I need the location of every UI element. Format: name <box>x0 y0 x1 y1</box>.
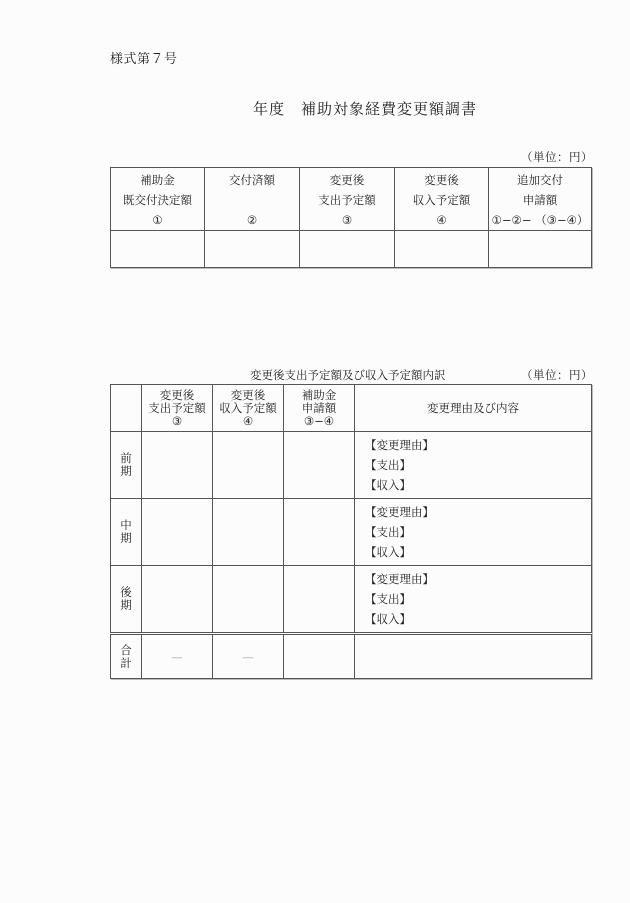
cell-planned-expense[interactable] <box>300 231 395 268</box>
cell-planned-income[interactable] <box>213 432 284 499</box>
cell-planned-expense[interactable] <box>142 499 213 566</box>
header-line: ③ <box>171 413 183 428</box>
period-label <box>111 566 142 634</box>
table-row-last-period <box>111 566 592 634</box>
cell-planned-expense[interactable] <box>142 432 213 499</box>
header-additional-request <box>489 168 592 231</box>
unit-label: （単位：円） <box>521 368 593 382</box>
header-line <box>205 190 299 210</box>
breakdown-caption: 変更後支出予定額及び収入予定額内訳 <box>250 368 446 382</box>
header-line: ④ <box>436 213 447 227</box>
header-planned-income <box>213 385 284 432</box>
header-line: 変更後 <box>159 387 195 402</box>
table-row-first-period <box>111 432 592 499</box>
header-subsidy-request <box>284 385 355 432</box>
expense-label: 【支出】 <box>365 458 411 472</box>
label-char: 前 <box>120 451 132 465</box>
cell-planned-income[interactable] <box>213 499 284 566</box>
reason-label: 【変更理由】 <box>365 438 434 452</box>
header-reason-content: 変更理由及び内容 <box>355 385 592 432</box>
header-line: 支出予定額 <box>318 193 376 207</box>
document-title: 年度 補助対象経費変更額調書 <box>253 100 478 118</box>
header-subsidy-decided <box>111 168 205 231</box>
cell-total-expense-dash: — <box>142 634 213 679</box>
header-period <box>111 385 142 432</box>
cell-total-income-dash: — <box>213 634 284 679</box>
header-line: ①−②− （③−④） <box>491 213 589 227</box>
header-line: 交付済額 <box>229 173 275 187</box>
header-line: ③−④ <box>303 413 335 428</box>
cell-reason[interactable] <box>355 566 592 634</box>
header-planned-income <box>395 168 489 231</box>
cell-subsidy-request[interactable] <box>284 499 355 566</box>
table-row-middle-period <box>111 499 592 566</box>
header-line: 支出予定額 <box>148 400 206 415</box>
label-char: 中 <box>120 518 132 532</box>
label-char: 計 <box>120 655 132 670</box>
table-row <box>111 231 592 268</box>
label-char: 後 <box>120 585 132 599</box>
label-char: 期 <box>120 531 132 545</box>
expense-label: 【支出】 <box>365 525 411 539</box>
unit-label: （単位：円） <box>521 150 593 164</box>
cell-planned-income[interactable] <box>213 566 284 634</box>
table-header-row <box>111 168 592 231</box>
cell-total-subsidy-request[interactable] <box>284 634 355 679</box>
header-line: 追加交付 <box>517 173 563 187</box>
cell-paid-amount[interactable] <box>205 231 300 268</box>
income-label: 【収入】 <box>365 545 411 559</box>
cell-additional-request[interactable] <box>489 231 592 268</box>
period-label <box>111 432 142 499</box>
income-label: 【収入】 <box>365 478 411 492</box>
cell-planned-income[interactable] <box>395 231 489 268</box>
header-line: 補助金 <box>140 173 175 187</box>
cell-planned-expense[interactable] <box>142 566 213 634</box>
expense-label: 【支出】 <box>365 592 411 606</box>
cell-subsidy-decided[interactable] <box>111 231 205 268</box>
label-char: 期 <box>120 598 132 612</box>
reason-label: 【変更理由】 <box>365 505 434 519</box>
cell-reason[interactable] <box>355 499 592 566</box>
header-planned-expense <box>300 168 395 231</box>
header-line: 変更後 <box>230 387 266 402</box>
header-line: 補助金 <box>301 387 337 402</box>
header-line: 変更後 <box>424 173 459 187</box>
table-row-total <box>111 634 592 679</box>
total-label <box>111 634 142 679</box>
income-label: 【収入】 <box>365 612 411 626</box>
cell-total-reason[interactable] <box>355 634 592 679</box>
header-line: 申請額 <box>301 400 337 415</box>
header-line: 既交付決定額 <box>123 193 192 207</box>
header-line: ④ <box>242 413 254 428</box>
form-number: 様式第７号 <box>110 52 178 67</box>
label-char: 期 <box>120 464 132 478</box>
header-line: 収入予定額 <box>219 400 277 415</box>
label-char: 合 <box>120 642 132 657</box>
header-line: 収入予定額 <box>412 193 471 207</box>
header-line: ③ <box>341 213 353 227</box>
cell-subsidy-request[interactable] <box>284 566 355 634</box>
cell-reason[interactable] <box>355 432 592 499</box>
header-paid-amount <box>205 168 300 231</box>
reason-label: 【変更理由】 <box>365 572 434 586</box>
table-header-row <box>111 385 592 432</box>
header-planned-expense <box>142 385 213 432</box>
header-line: 変更後 <box>329 173 365 187</box>
header-line: 申請額 <box>522 193 558 207</box>
header-line: ② <box>246 213 258 227</box>
change-amount-summary-table <box>110 167 592 268</box>
cell-subsidy-request[interactable] <box>284 432 355 499</box>
period-label <box>111 499 142 566</box>
breakdown-table <box>110 384 592 679</box>
header-line: ① <box>152 213 163 227</box>
